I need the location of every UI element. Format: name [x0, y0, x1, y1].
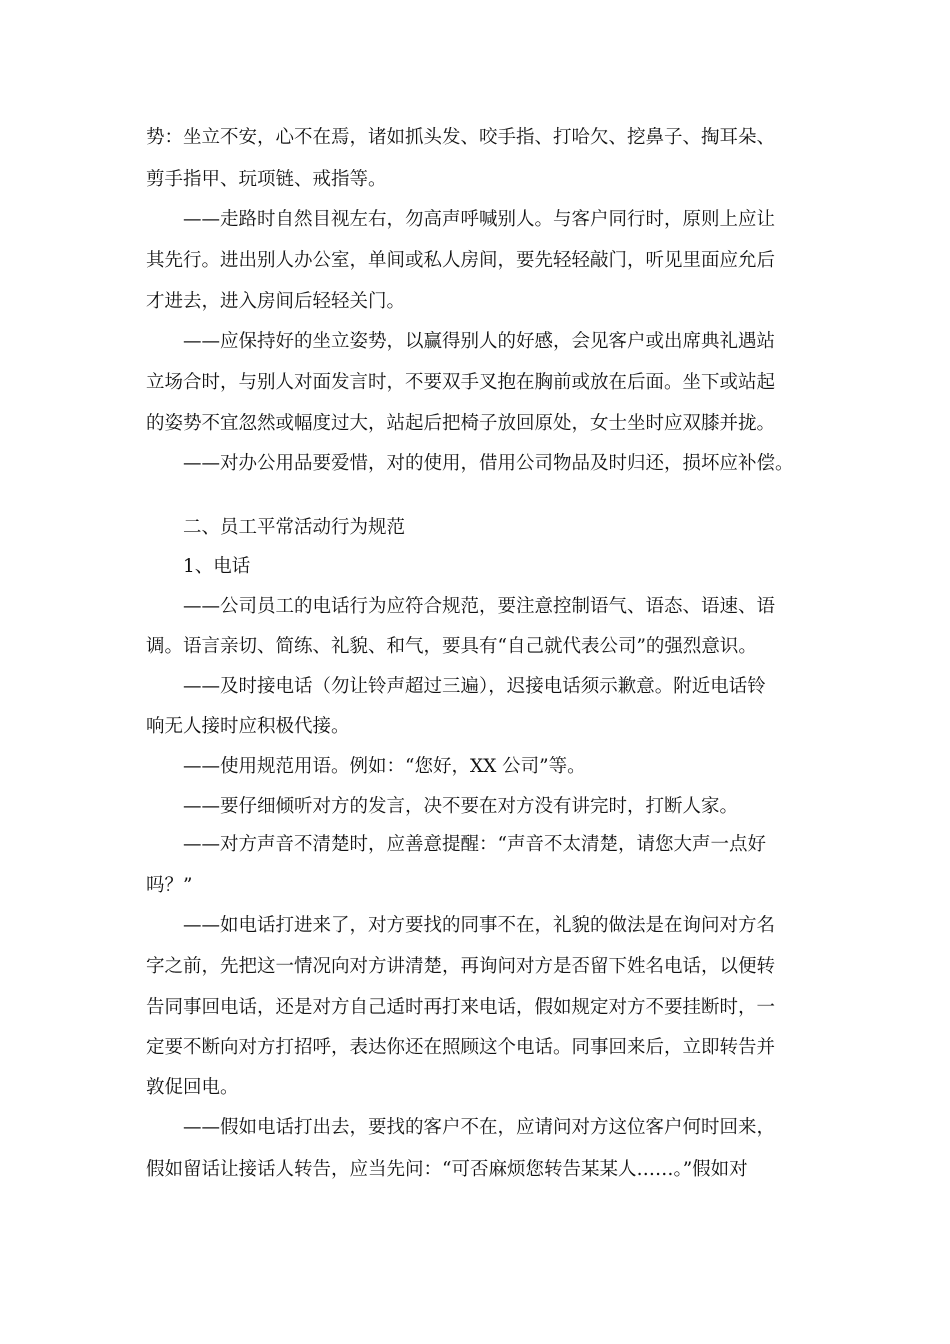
paragraph-line: ——假如电话打出去，要找的客户不在，应请问对方这位客户何时回来，	[183, 1117, 776, 1138]
paragraph-line: ——对方声音不清楚时，应善意提醒：“声音不太清楚，请您大声一点好	[183, 834, 766, 855]
paragraph-line: ——使用规范用语。例如：“您好，XX 公司”等。	[183, 756, 586, 777]
paragraph-line: ——走路时自然目视左右，勿高声呼喊别人。与客户同行时，原则上应让	[183, 209, 776, 230]
paragraph-line: 才进去，进入房间后轻轻关门。	[146, 291, 406, 312]
paragraph-line: 假如留话让接话人转告，应当先问：“可否麻烦您转告某某人……。”假如对	[146, 1159, 748, 1180]
paragraph-line: 敦促回电。	[146, 1077, 239, 1098]
paragraph-line: 告同事回电话，还是对方自己适时再打来电话，假如规定对方不要挂断时，一	[146, 997, 776, 1018]
paragraph-line: ——及时接电话（勿让铃声超过三遍），迟接电话须示歉意。附近电话铃	[183, 676, 766, 697]
paragraph-line: ——应保持好的坐立姿势，以赢得别人的好感，会见客户或出席典礼遇站	[183, 331, 776, 352]
paragraph-line: 剪手指甲、玩项链、戒指等。	[146, 169, 387, 190]
paragraph-line: 调。语言亲切、简练、礼貌、和气，要具有“自己就代表公司”的强烈意识。	[146, 636, 757, 657]
subheading: 1、电话	[183, 556, 251, 577]
paragraph-line: 立场合时，与别人对面发言时，不要双手叉抱在胸前或放在后面。坐下或站起	[146, 372, 776, 393]
paragraph-line: 吗？”	[146, 875, 193, 896]
paragraph-line: ——公司员工的电话行为应符合规范，要注意控制语气、语态、语速、语	[183, 596, 776, 617]
paragraph-line: 的姿势不宜忽然或幅度过大，站起后把椅子放回原处，女士坐时应双膝并拢。	[146, 413, 776, 434]
section-heading: 二、员工平常活动行为规范	[183, 517, 406, 538]
paragraph-line: 响无人接时应积极代接。	[146, 716, 350, 737]
paragraph-line: ——如电话打进来了，对方要找的同事不在，礼貌的做法是在询问对方名	[183, 915, 776, 936]
paragraph-line: ——要仔细倾听对方的发言，决不要在对方没有讲完时，打断人家。	[183, 796, 739, 817]
paragraph-line: 定要不断向对方打招呼，表达你还在照顾这个电话。同事回来后，立即转告并	[146, 1037, 776, 1058]
paragraph-line: ——对办公用品要爱惜，对的使用，借用公司物品及时归还，损坏应补偿。	[183, 453, 794, 474]
paragraph-line: 其先行。进出别人办公室，单间或私人房间，要先轻轻敲门，听见里面应允后	[146, 250, 776, 271]
paragraph-line: 势：坐立不安，心不在焉，诸如抓头发、咬手指、打哈欠、挖鼻子、掏耳朵、	[146, 127, 776, 148]
paragraph-line: 字之前，先把这一情况向对方讲清楚，再询问对方是否留下姓名电话，以便转	[146, 956, 776, 977]
